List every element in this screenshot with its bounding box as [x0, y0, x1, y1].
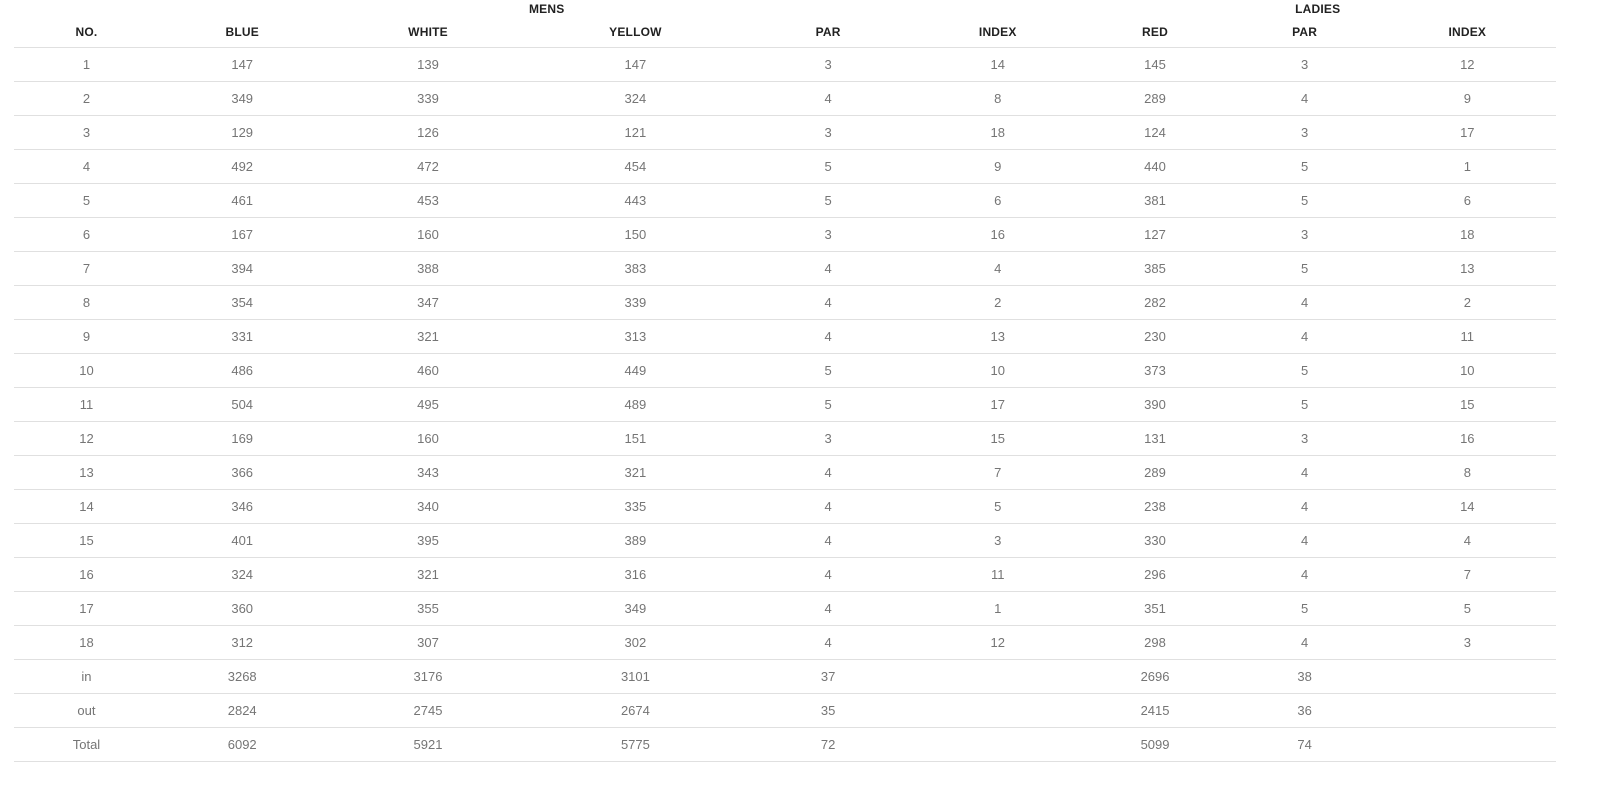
cell-yellow-3: 313 [531, 319, 741, 353]
cell-white-2: 347 [325, 285, 530, 319]
cell-yellow-3: 489 [531, 387, 741, 421]
cell-par-7: 5 [1231, 183, 1379, 217]
cell-par-4: 4 [740, 285, 916, 319]
cell-index-8: 7 [1379, 557, 1556, 591]
cell-blue-1: 147 [159, 47, 326, 81]
cell-par-4: 35 [740, 693, 916, 727]
cell-blue-1: 169 [159, 421, 326, 455]
cell-par-7: 5 [1231, 591, 1379, 625]
cell-index-8: 14 [1379, 489, 1556, 523]
table-row-13 [14, 455, 1556, 489]
cell-red-6: 296 [1079, 557, 1230, 591]
cell-par-4: 4 [740, 591, 916, 625]
cell-par-4: 37 [740, 659, 916, 693]
row-label: 10 [14, 353, 159, 387]
cell-index-8: 2 [1379, 285, 1556, 319]
cell-par-7: 36 [1231, 693, 1379, 727]
table-row-total [14, 727, 1556, 761]
column-header-8-index: INDEX [1379, 17, 1556, 47]
cell-par-4: 72 [740, 727, 916, 761]
row-label: 4 [14, 149, 159, 183]
group-header-ladies: LADIES [1295, 1, 1341, 16]
row-label: Total [14, 727, 159, 761]
cell-blue-1: 312 [159, 625, 326, 659]
cell-index-8: 1 [1379, 149, 1556, 183]
cell-index-5: 6 [916, 183, 1079, 217]
cell-blue-1: 3268 [159, 659, 326, 693]
row-label: 14 [14, 489, 159, 523]
cell-yellow-3: 5775 [531, 727, 741, 761]
cell-par-7: 4 [1231, 489, 1379, 523]
cell-par-7: 3 [1231, 115, 1379, 149]
table-row-2 [14, 81, 1556, 115]
cell-index-5: 17 [916, 387, 1079, 421]
cell-par-7: 3 [1231, 421, 1379, 455]
cell-index-8: 8 [1379, 455, 1556, 489]
cell-par-4: 4 [740, 81, 916, 115]
cell-white-2: 160 [325, 217, 530, 251]
cell-par-4: 4 [740, 251, 916, 285]
cell-red-6: 2415 [1079, 693, 1230, 727]
row-label: 12 [14, 421, 159, 455]
cell-blue-1: 504 [159, 387, 326, 421]
table-row-17 [14, 591, 1556, 625]
cell-index-8: 13 [1379, 251, 1556, 285]
cell-par-7: 4 [1231, 455, 1379, 489]
cell-white-2: 2745 [325, 693, 530, 727]
cell-index-8 [1379, 693, 1556, 727]
cell-index-8: 6 [1379, 183, 1556, 217]
cell-white-2: 388 [325, 251, 530, 285]
cell-yellow-3: 316 [531, 557, 741, 591]
cell-par-7: 4 [1231, 81, 1379, 115]
row-label: 6 [14, 217, 159, 251]
cell-red-6: 238 [1079, 489, 1230, 523]
cell-index-5: 11 [916, 557, 1079, 591]
cell-par-4: 4 [740, 455, 916, 489]
cell-white-2: 340 [325, 489, 530, 523]
table-row-14 [14, 489, 1556, 523]
cell-par-7: 5 [1231, 149, 1379, 183]
row-label: 15 [14, 523, 159, 557]
cell-blue-1: 346 [159, 489, 326, 523]
row-label: in [14, 659, 159, 693]
cell-index-5 [916, 659, 1079, 693]
cell-index-5: 13 [916, 319, 1079, 353]
cell-par-7: 3 [1231, 47, 1379, 81]
cell-yellow-3: 389 [531, 523, 741, 557]
cell-white-2: 460 [325, 353, 530, 387]
cell-par-4: 4 [740, 557, 916, 591]
row-label: 3 [14, 115, 159, 149]
cell-index-8: 15 [1379, 387, 1556, 421]
cell-white-2: 5921 [325, 727, 530, 761]
cell-par-4: 5 [740, 387, 916, 421]
cell-red-6: 381 [1079, 183, 1230, 217]
table-row-11 [14, 387, 1556, 421]
column-header-0-no: NO. [14, 17, 159, 47]
cell-yellow-3: 454 [531, 149, 741, 183]
cell-red-6: 385 [1079, 251, 1230, 285]
table-row-3 [14, 115, 1556, 149]
cell-blue-1: 366 [159, 455, 326, 489]
cell-par-4: 3 [740, 47, 916, 81]
column-header-4-par: PAR [740, 17, 916, 47]
row-label: out [14, 693, 159, 727]
row-label: 2 [14, 81, 159, 115]
cell-par-4: 4 [740, 489, 916, 523]
cell-index-8 [1379, 659, 1556, 693]
cell-par-7: 5 [1231, 387, 1379, 421]
cell-index-5: 12 [916, 625, 1079, 659]
cell-par-7: 5 [1231, 353, 1379, 387]
cell-par-7: 4 [1231, 285, 1379, 319]
cell-par-4: 4 [740, 319, 916, 353]
cell-index-8: 11 [1379, 319, 1556, 353]
cell-yellow-3: 302 [531, 625, 741, 659]
row-label: 17 [14, 591, 159, 625]
cell-blue-1: 401 [159, 523, 326, 557]
table-row-12 [14, 421, 1556, 455]
cell-blue-1: 2824 [159, 693, 326, 727]
cell-white-2: 343 [325, 455, 530, 489]
cell-index-5: 5 [916, 489, 1079, 523]
scorecard-table [14, 0, 1556, 762]
cell-white-2: 495 [325, 387, 530, 421]
row-label: 11 [14, 387, 159, 421]
cell-white-2: 307 [325, 625, 530, 659]
cell-yellow-3: 321 [531, 455, 741, 489]
table-row-in [14, 659, 1556, 693]
cell-index-8 [1379, 727, 1556, 761]
cell-yellow-3: 3101 [531, 659, 741, 693]
cell-par-7: 38 [1231, 659, 1379, 693]
row-label: 16 [14, 557, 159, 591]
cell-white-2: 453 [325, 183, 530, 217]
cell-yellow-3: 2674 [531, 693, 741, 727]
cell-yellow-3: 147 [531, 47, 741, 81]
cell-red-6: 131 [1079, 421, 1230, 455]
table-row-9 [14, 319, 1556, 353]
table-row-1 [14, 47, 1556, 81]
cell-par-7: 5 [1231, 251, 1379, 285]
cell-white-2: 395 [325, 523, 530, 557]
row-label: 18 [14, 625, 159, 659]
cell-red-6: 145 [1079, 47, 1230, 81]
cell-index-5: 8 [916, 81, 1079, 115]
cell-yellow-3: 150 [531, 217, 741, 251]
table-row-18 [14, 625, 1556, 659]
cell-index-5 [916, 727, 1079, 761]
cell-white-2: 355 [325, 591, 530, 625]
cell-yellow-3: 383 [531, 251, 741, 285]
cell-red-6: 2696 [1079, 659, 1230, 693]
cell-yellow-3: 443 [531, 183, 741, 217]
cell-par-4: 4 [740, 625, 916, 659]
table-row-16 [14, 557, 1556, 591]
table-row-4 [14, 149, 1556, 183]
cell-blue-1: 6092 [159, 727, 326, 761]
cell-blue-1: 486 [159, 353, 326, 387]
cell-red-6: 230 [1079, 319, 1230, 353]
cell-index-5: 9 [916, 149, 1079, 183]
cell-red-6: 351 [1079, 591, 1230, 625]
cell-white-2: 160 [325, 421, 530, 455]
table-body [14, 47, 1556, 761]
cell-index-5: 10 [916, 353, 1079, 387]
cell-par-4: 4 [740, 523, 916, 557]
cell-par-4: 5 [740, 183, 916, 217]
cell-par-7: 3 [1231, 217, 1379, 251]
cell-index-5: 15 [916, 421, 1079, 455]
cell-red-6: 282 [1079, 285, 1230, 319]
cell-par-4: 5 [740, 353, 916, 387]
cell-yellow-3: 449 [531, 353, 741, 387]
table-row-5 [14, 183, 1556, 217]
row-label: 7 [14, 251, 159, 285]
cell-red-6: 289 [1079, 455, 1230, 489]
cell-yellow-3: 335 [531, 489, 741, 523]
cell-yellow-3: 339 [531, 285, 741, 319]
cell-index-8: 18 [1379, 217, 1556, 251]
table-row-10 [14, 353, 1556, 387]
table-header [14, 0, 1556, 47]
cell-index-5: 7 [916, 455, 1079, 489]
cell-red-6: 124 [1079, 115, 1230, 149]
cell-par-4: 3 [740, 115, 916, 149]
cell-white-2: 321 [325, 319, 530, 353]
table-row-7 [14, 251, 1556, 285]
cell-red-6: 330 [1079, 523, 1230, 557]
column-header-7-par: PAR [1231, 17, 1379, 47]
cell-index-8: 10 [1379, 353, 1556, 387]
column-header-3-yellow: YELLOW [531, 17, 741, 47]
row-label: 8 [14, 285, 159, 319]
cell-yellow-3: 324 [531, 81, 741, 115]
cell-par-7: 74 [1231, 727, 1379, 761]
table-row-8 [14, 285, 1556, 319]
cell-par-4: 3 [740, 217, 916, 251]
group-header-mens: MENS [528, 1, 565, 16]
cell-index-8: 16 [1379, 421, 1556, 455]
cell-index-5: 14 [916, 47, 1079, 81]
cell-red-6: 289 [1079, 81, 1230, 115]
cell-red-6: 390 [1079, 387, 1230, 421]
cell-white-2: 139 [325, 47, 530, 81]
cell-index-5: 16 [916, 217, 1079, 251]
cell-par-7: 4 [1231, 523, 1379, 557]
row-label: 13 [14, 455, 159, 489]
cell-red-6: 373 [1079, 353, 1230, 387]
cell-blue-1: 360 [159, 591, 326, 625]
cell-yellow-3: 151 [531, 421, 741, 455]
cell-blue-1: 324 [159, 557, 326, 591]
cell-index-5 [916, 693, 1079, 727]
cell-white-2: 472 [325, 149, 530, 183]
row-label: 1 [14, 47, 159, 81]
cell-index-5: 1 [916, 591, 1079, 625]
cell-index-8: 12 [1379, 47, 1556, 81]
cell-white-2: 3176 [325, 659, 530, 693]
cell-red-6: 5099 [1079, 727, 1230, 761]
cell-blue-1: 354 [159, 285, 326, 319]
column-header-5-index: INDEX [916, 17, 1079, 47]
cell-blue-1: 129 [159, 115, 326, 149]
cell-par-7: 4 [1231, 557, 1379, 591]
cell-yellow-3: 349 [531, 591, 741, 625]
cell-index-5: 2 [916, 285, 1079, 319]
cell-blue-1: 349 [159, 81, 326, 115]
cell-blue-1: 461 [159, 183, 326, 217]
row-label: 9 [14, 319, 159, 353]
cell-white-2: 339 [325, 81, 530, 115]
table-row-15 [14, 523, 1556, 557]
cell-white-2: 126 [325, 115, 530, 149]
cell-index-5: 3 [916, 523, 1079, 557]
cell-red-6: 298 [1079, 625, 1230, 659]
cell-par-7: 4 [1231, 319, 1379, 353]
cell-par-4: 5 [740, 149, 916, 183]
cell-white-2: 321 [325, 557, 530, 591]
column-header-1-blue: BLUE [159, 17, 326, 47]
cell-index-8: 9 [1379, 81, 1556, 115]
table-row-out [14, 693, 1556, 727]
column-header-6-red: RED [1079, 17, 1230, 47]
cell-blue-1: 394 [159, 251, 326, 285]
cell-blue-1: 492 [159, 149, 326, 183]
cell-index-8: 3 [1379, 625, 1556, 659]
cell-blue-1: 331 [159, 319, 326, 353]
cell-index-8: 5 [1379, 591, 1556, 625]
column-header-2-white: WHITE [325, 17, 530, 47]
table-row-6 [14, 217, 1556, 251]
cell-index-8: 4 [1379, 523, 1556, 557]
cell-index-8: 17 [1379, 115, 1556, 149]
column-header-row [14, 17, 1556, 47]
cell-red-6: 440 [1079, 149, 1230, 183]
row-label: 5 [14, 183, 159, 217]
cell-yellow-3: 121 [531, 115, 741, 149]
cell-index-5: 4 [916, 251, 1079, 285]
cell-par-4: 3 [740, 421, 916, 455]
cell-par-7: 4 [1231, 625, 1379, 659]
cell-index-5: 18 [916, 115, 1079, 149]
cell-blue-1: 167 [159, 217, 326, 251]
cell-red-6: 127 [1079, 217, 1230, 251]
group-header-row [14, 0, 1556, 17]
